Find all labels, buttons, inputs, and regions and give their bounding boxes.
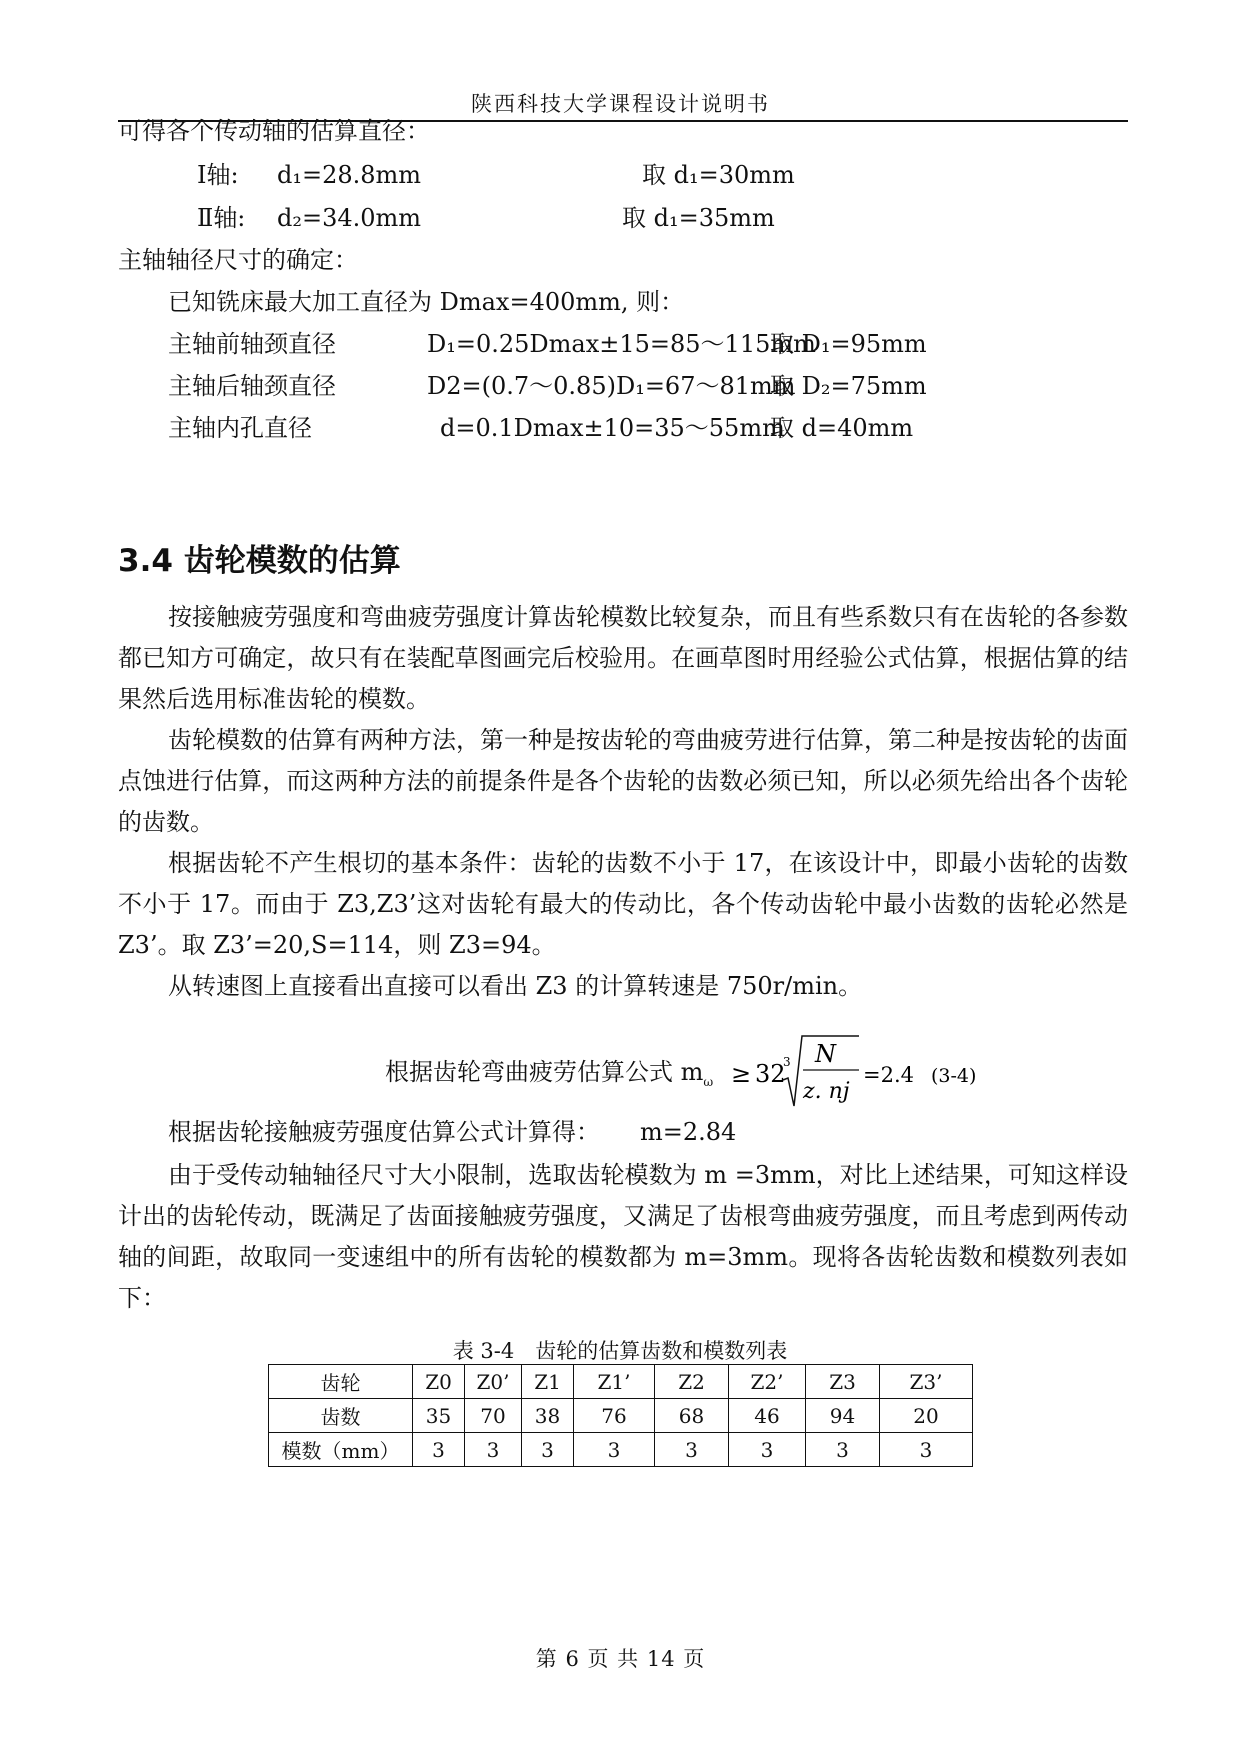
- table-cell: 46: [729, 1399, 806, 1433]
- table-cell: 3: [806, 1433, 880, 1467]
- table-cell: 35: [413, 1399, 465, 1433]
- table-cell: 3: [522, 1433, 574, 1467]
- table-row: [269, 1433, 973, 1467]
- table-cell: Z2: [655, 1365, 729, 1399]
- spindle-row-3-label: 主轴内孔直径: [168, 414, 312, 442]
- table-cell: Z2’: [729, 1365, 806, 1399]
- paragraph-2: 齿轮模数的估算有两种方法，第一种是按齿轮的弯曲疲劳进行估算，第二种是按齿轮的齿面点蚀进行估算，而这两种方法的前提条件是各个齿轮的齿数必须已知，所以必须先给出各个齿轮的齿数。: [118, 726, 1128, 836]
- svg-text:z. nj: z. nj: [803, 1079, 850, 1104]
- table-cell: 模数（mm）: [269, 1433, 413, 1467]
- conclusion-paragraph: 由于受传动轴轴径尺寸大小限制，选取齿轮模数为 m =3mm，对比上述结果，可知这样设计出的齿轮传动，既满足了齿面接触疲劳强度，又满足了齿根弯曲疲劳强度，而且考虑到两传动轴的间距，故取同一变速组中的所有齿轮的模数都为 m=3mm。现将各齿轮齿数和模数列表如下：: [118, 1161, 1128, 1312]
- table-cell: 76: [574, 1399, 655, 1433]
- svg-text:(3-4): (3-4): [931, 1065, 977, 1087]
- table-cell: 94: [806, 1399, 880, 1433]
- shaft-2-calc: d₂=34.0mm: [277, 204, 422, 232]
- table-cell: 3: [465, 1433, 522, 1467]
- shaft-1-name: Ⅰ轴:: [197, 161, 239, 189]
- table-cell: 3: [574, 1433, 655, 1467]
- paragraph-1: 按接触疲劳强度和弯曲疲劳强度计算齿轮模数比较复杂，而且有些系数只有在齿轮的各参数都已知方可确定，故只有在装配草图画完后校验用。在画草图时用经验公式估算，根据估算的结果然后选用标准齿轮的模数。: [118, 603, 1128, 713]
- table-cell: 20: [880, 1399, 973, 1433]
- gear-table: [268, 1364, 973, 1467]
- table-caption: 表 3-4 齿轮的估算齿数和模数列表: [452, 1339, 788, 1363]
- spindle-row-1-formula: D₁=0.25Dmax±15=85～115mm: [427, 330, 816, 358]
- svg-text:=2.4: =2.4: [863, 1063, 914, 1087]
- table-header-row: [269, 1365, 973, 1399]
- spindle-known: 已知铣床最大加工直径为 Dmax=400mm, 则：: [168, 288, 685, 316]
- page-header: 陕西科技大学课程设计说明书: [471, 92, 770, 116]
- shaft-1-choice: 取 d₁=30mm: [642, 161, 795, 189]
- table-cell: 70: [465, 1399, 522, 1433]
- table-cell: Z1’: [574, 1365, 655, 1399]
- shaft-2-choice: 取 d₁=35mm: [622, 204, 775, 232]
- table-cell: Z1: [522, 1365, 574, 1399]
- paragraph-4: 从转速图上直接看出直接可以看出 Z3 的计算转速是 750r/min。: [168, 972, 863, 1000]
- contact-formula-value: m=2.84: [640, 1118, 737, 1146]
- spindle-row-2-label: 主轴后轴颈直径: [168, 372, 336, 400]
- table-row: [269, 1399, 973, 1433]
- svg-text:32: 32: [755, 1060, 786, 1088]
- table-cell: Z0: [413, 1365, 465, 1399]
- spindle-row-2-formula: D2=(0.7～0.85)D₁=67～81mm: [427, 372, 796, 400]
- table-cell: 38: [522, 1399, 574, 1433]
- svg-text:N: N: [815, 1040, 836, 1068]
- svg-text:3: 3: [783, 1055, 791, 1069]
- shaft-2-name: Ⅱ轴:: [197, 204, 246, 232]
- spindle-row-3-formula: d=0.1Dmax±10=35～55mm: [440, 414, 785, 442]
- table-cell: Z3’: [880, 1365, 973, 1399]
- table-cell: 3: [413, 1433, 465, 1467]
- table-cell: 齿数: [269, 1399, 413, 1433]
- formula-label: 根据齿轮弯曲疲劳估算公式 $m_\omega$: [385, 1058, 714, 1089]
- spindle-title: 主轴轴径尺寸的确定：: [118, 246, 358, 274]
- spindle-row-1-label: 主轴前轴颈直径: [168, 330, 336, 358]
- contact-formula-line: 根据齿轮接触疲劳强度估算公式计算得：: [168, 1118, 600, 1146]
- svg-text:≥: ≥: [731, 1060, 752, 1088]
- shaft-intro: 可得各个传动轴的估算直径：: [118, 117, 430, 145]
- spindle-row-2-choice: 取 D₂=75mm: [770, 372, 927, 400]
- formula-radical: [731, 1028, 1031, 1108]
- spindle-row-1-choice: 取 D₁=95mm: [770, 330, 927, 358]
- spindle-row-3-choice: 取 d=40mm: [770, 414, 914, 442]
- paragraph-3: 根据齿轮不产生根切的基本条件：齿轮的齿数不小于 17，在该设计中，即最小齿轮的齿数不小于 17。而由于 Z3,Z3’这对齿轮有最大的传动比，各个传动齿轮中最小齿数的齿轮必然是 Z3’。取 Z3’=20,S=114，则 Z3=94。: [118, 849, 1128, 959]
- table-cell: 齿轮: [269, 1365, 413, 1399]
- shaft-1-calc: d₁=28.8mm: [277, 161, 422, 189]
- bending-formula: [385, 1028, 1025, 1108]
- table-cell: 3: [729, 1433, 806, 1467]
- table-cell: 3: [880, 1433, 973, 1467]
- table-cell: 68: [655, 1399, 729, 1433]
- page-number-footer: 第 6 页 共 14 页: [535, 1647, 706, 1671]
- table-cell: Z3: [806, 1365, 880, 1399]
- section-heading: 3.4 齿轮模数的估算: [118, 543, 401, 579]
- table-cell: Z0’: [465, 1365, 522, 1399]
- table-cell: 3: [655, 1433, 729, 1467]
